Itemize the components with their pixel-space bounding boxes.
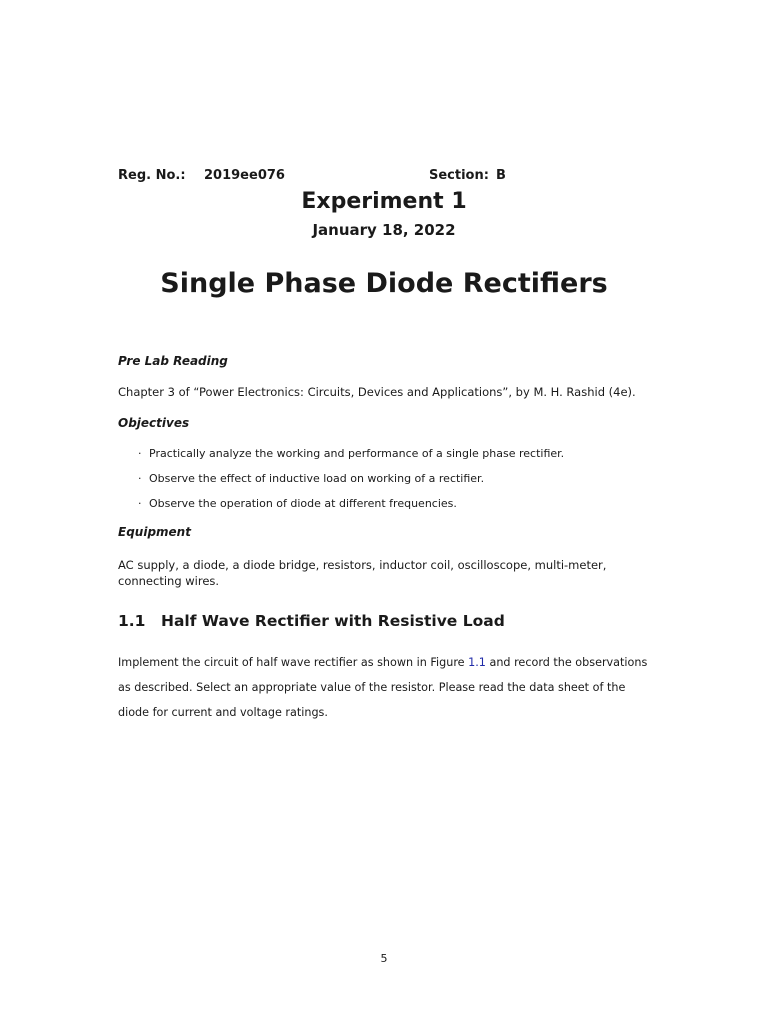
bullet-dot-icon: ·	[138, 447, 142, 460]
reg-number-label: Reg. No.:	[118, 168, 186, 183]
objective-item	[138, 447, 564, 460]
equipment-line-2: connecting wires.	[118, 574, 220, 588]
section-heading	[118, 612, 505, 630]
objective-text: Observe the operation of diode at different frequencies.	[149, 497, 457, 510]
prelab-heading: Pre Lab Reading	[118, 354, 228, 368]
objectives-heading: Objectives	[118, 416, 190, 430]
bullet-dot-icon: ·	[138, 497, 142, 510]
section-title: Half Wave Rectifier with Resistive Load	[161, 612, 505, 630]
figure-reference-link[interactable]: 1.1	[468, 656, 486, 669]
paragraph-text-start: Implement the circuit of half wave rectifier as shown in Figure	[118, 656, 469, 669]
document-title: Single Phase Diode Rectifiers	[160, 268, 608, 299]
reg-number-value: 2019ee076	[204, 168, 285, 183]
prelab-text: Chapter 3 of “Power Electronics: Circuits, Devices and Applications”, by M. H. Rashid (4e).	[118, 385, 636, 399]
section-paragraph	[118, 650, 658, 725]
section-value: B	[496, 168, 506, 183]
bullet-dot-icon: ·	[138, 472, 142, 485]
equipment-heading: Equipment	[118, 525, 191, 539]
page-number: 5	[380, 952, 388, 965]
objective-item	[138, 497, 457, 510]
experiment-title: Experiment 1	[301, 189, 467, 214]
equipment-line-1: AC supply, a diode, a diode bridge, resistors, inductor coil, oscilloscope, multi-meter,	[118, 558, 607, 572]
objective-text: Practically analyze the working and performance of a single phase rectifier.	[149, 447, 565, 460]
paragraph-text-end: and record the observations as described. Select an appropriate value of the resistor. Please read the data sheet of the diode for current and voltage ratings.	[118, 656, 648, 719]
section-number: 1.1	[118, 612, 146, 630]
section-label: Section:	[429, 168, 489, 183]
experiment-date: January 18, 2022	[312, 221, 456, 239]
objective-item	[138, 472, 484, 485]
objective-text: Observe the effect of inductive load on working of a rectifier.	[149, 472, 485, 485]
